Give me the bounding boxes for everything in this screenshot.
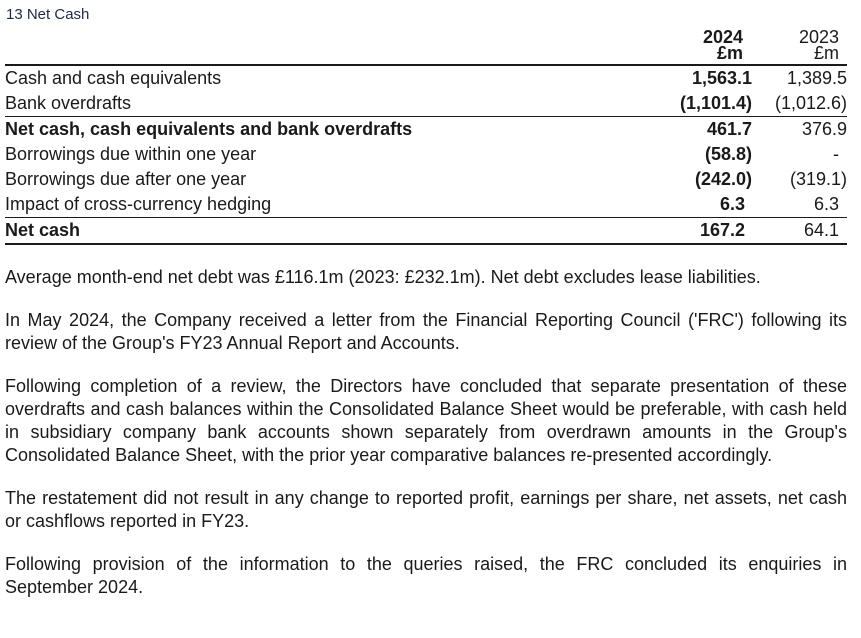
net-cash-table: [5, 28, 847, 245]
row-value-2024: (58.8): [704, 144, 752, 164]
header-unit-2024: £m: [716, 43, 743, 63]
row-value-2024: 6.3: [719, 194, 745, 214]
table-row-borrowings-after: [5, 167, 847, 192]
row-value-2023: 1,389.5: [786, 68, 847, 88]
table-row-borrowings-within: [5, 142, 847, 167]
row-value-2023: -: [833, 144, 839, 164]
table-row-subtotal: [5, 117, 847, 142]
row-value-2024: 1,563.1: [691, 68, 752, 88]
section-title: 13 Net Cash: [6, 6, 90, 23]
row-value-2023: 376.9: [801, 119, 847, 139]
table-row-cash: [5, 66, 847, 91]
header-year-2024: 2024: [702, 27, 743, 47]
row-value-2023: (1,012.6): [774, 93, 847, 113]
paragraph-restatement: The restatement did not result in any change to reported profit, earnings per share, net assets, net cash or cashflows reported in FY23.: [5, 488, 847, 531]
row-value-2023: 64.1: [803, 220, 839, 240]
row-label: Cash and cash equivalents: [5, 68, 222, 88]
total-rule-bottom: [5, 243, 847, 245]
notes-text: [5, 266, 847, 619]
row-label: Impact of cross-currency hedging: [5, 194, 272, 214]
row-value-2023: (319.1): [789, 169, 847, 189]
row-value-2024: (242.0): [694, 169, 752, 189]
row-label: Borrowings due within one year: [5, 144, 257, 164]
column-header-2023: [799, 29, 839, 61]
row-value-2023: 6.3: [813, 194, 839, 214]
paragraph-net-debt: Average month-end net debt was £116.1m (2023: £232.1m). Net debt excludes lease liabilities.: [5, 267, 761, 287]
row-label: Borrowings due after one year: [5, 169, 247, 189]
paragraph-review: Following completion of a review, the Directors have concluded that separate presentation of these overdrafts and cash balances within the Consolidated Balance Sheet would be preferable, with cash held in subsidiary company bank accounts shown separately from overdrawn amounts in the Group's Consolidated Balance Sheet, with the prior year comparative balances re-presented accordingly.: [5, 376, 847, 465]
row-label: Net cash, cash equivalents and bank overdrafts: [5, 119, 413, 139]
table-row-net-cash: [5, 218, 847, 243]
table-row-hedging: [5, 192, 847, 217]
row-label: Net cash: [5, 220, 81, 240]
paragraph-frc-letter: In May 2024, the Company received a letter from the Financial Reporting Council ('FRC') following its review of the Group's FY23 Annual Report and Accounts.: [5, 310, 847, 353]
table-row-overdrafts: [5, 91, 847, 116]
paragraph-frc-conclusion: Following provision of the information to the queries raised, the FRC concluded its enquiries in September 2024.: [5, 554, 847, 597]
row-label: Bank overdrafts: [5, 93, 132, 113]
row-value-2024: (1,101.4): [679, 93, 752, 113]
column-header-2024: [703, 29, 743, 61]
table-header: [5, 28, 847, 64]
header-unit-2023: £m: [813, 43, 839, 63]
header-year-2023: 2023: [798, 27, 839, 47]
row-value-2024: 461.7: [706, 119, 752, 139]
row-value-2024: 167.2: [699, 220, 745, 240]
